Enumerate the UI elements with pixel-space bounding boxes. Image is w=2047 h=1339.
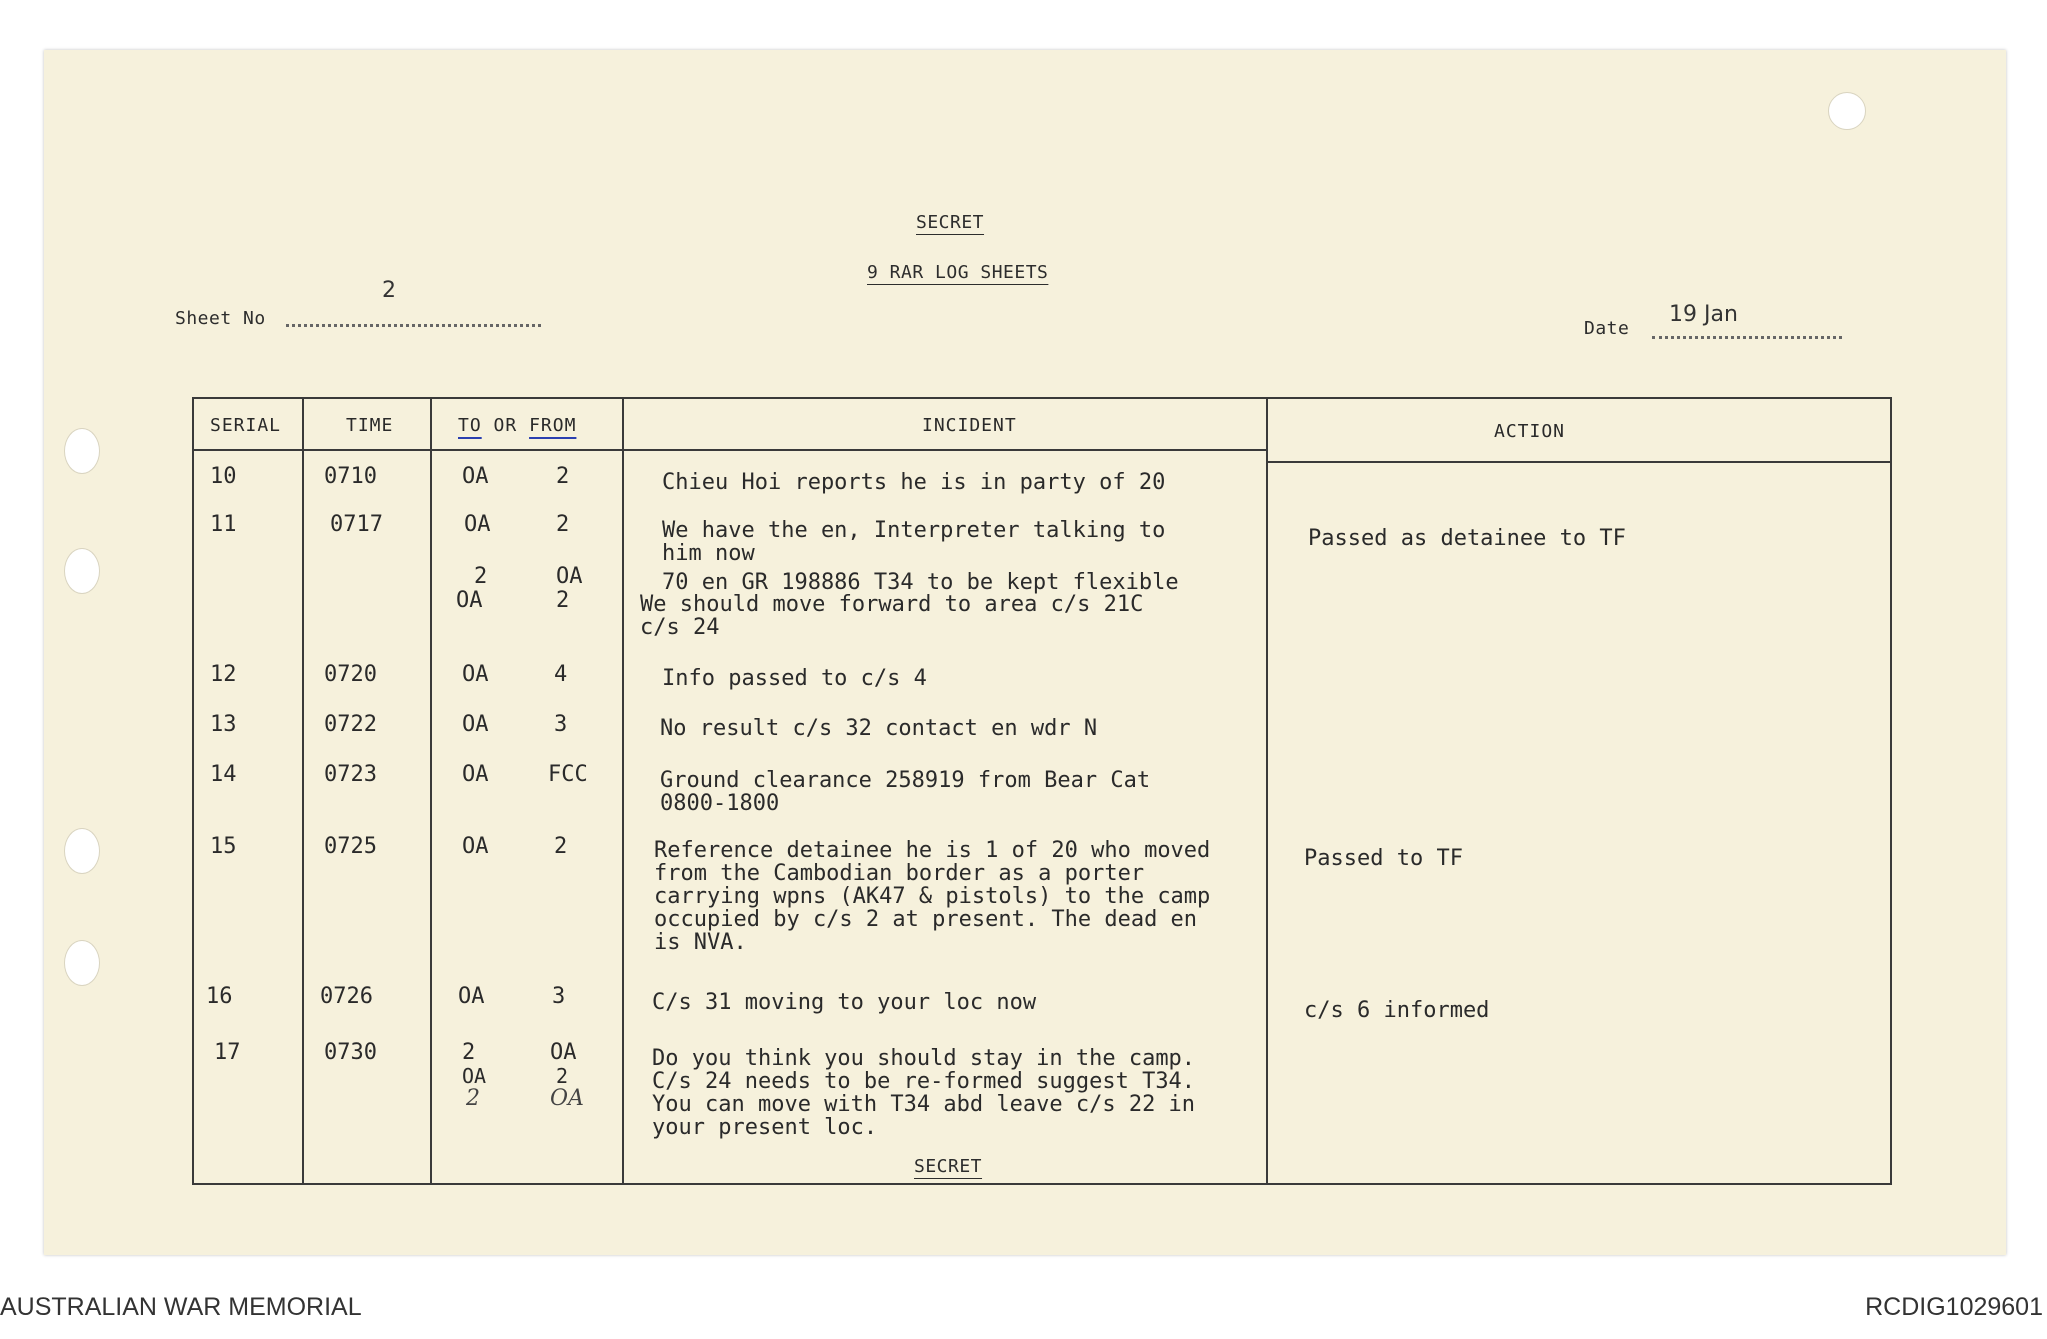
time-cell: 0723 (324, 762, 377, 787)
incident-cell: We have the en, Interpreter talking to him now (662, 518, 1166, 566)
col-or-header: OR (493, 415, 518, 436)
serial-cell: 14 (210, 762, 237, 787)
serial-cell: 13 (210, 712, 237, 737)
serial-cell: 17 (214, 1040, 241, 1065)
time-cell: 0730 (324, 1040, 377, 1065)
serial-cell: 12 (210, 662, 237, 687)
sheet-label: Sheet No (175, 308, 266, 329)
time-cell: 0726 (320, 984, 373, 1009)
from-cell: 2 (554, 834, 568, 859)
to-cell: OA (462, 1064, 487, 1088)
time-cell: 0720 (324, 662, 377, 687)
col-time-header: TIME (346, 415, 394, 436)
from-cell: 4 (554, 662, 568, 687)
time-cell: 0722 (324, 712, 377, 737)
punch-hole (1828, 92, 1866, 130)
to-cell: OA (462, 464, 489, 489)
classification-top: SECRET (916, 212, 985, 233)
to-cell: OA (462, 662, 489, 687)
from-cell: 2 (556, 588, 570, 613)
log-sheet-page (44, 50, 2006, 1255)
to-cell: OA (462, 762, 489, 787)
to-cell: OA (462, 834, 489, 859)
punch-hole (64, 828, 100, 874)
col-from-header: FROM (529, 415, 577, 436)
to-cell: 2 (462, 1040, 476, 1065)
date-label: Date (1584, 318, 1630, 339)
col-to-or-from-header (458, 415, 576, 436)
archive-footer (0, 1281, 2047, 1339)
archive-source: AUSTRALIAN WAR MEMORIAL (0, 1293, 362, 1321)
from-cell: 3 (552, 984, 566, 1009)
action-cell: c/s 6 informed (1304, 998, 1490, 1023)
incident-cell: Ground clearance 258919 from Bear Cat 0800-1800 (660, 768, 1151, 816)
serial-cell: 15 (210, 834, 237, 859)
from-cell: 2 (556, 1064, 569, 1088)
col-serial-header: SERIAL (210, 415, 282, 436)
punch-hole (64, 428, 100, 474)
to-cell: OA (462, 712, 489, 737)
punch-hole (64, 940, 100, 986)
incident-cell: We should move forward to area c/s 21C c/s 24 (640, 592, 1144, 640)
incident-cell: Info passed to c/s 4 (662, 666, 927, 691)
col-action-header: ACTION (1494, 421, 1566, 442)
to-cell: OA (464, 512, 491, 537)
time-cell: 0725 (324, 834, 377, 859)
date-dotted-line (1652, 332, 1842, 339)
action-cell: Passed as detainee to TF (1308, 526, 1626, 551)
from-cell: 2 (556, 512, 570, 537)
sheet-number: 2 (382, 278, 396, 303)
date-value: 19 Jan (1669, 302, 1738, 327)
to-cell: OA (458, 984, 485, 1009)
from-cell: 2 (556, 464, 570, 489)
incident-cell: No result c/s 32 contact en wdr N (660, 716, 1098, 741)
from-cell: FCC (548, 762, 588, 787)
from-cell: OA (556, 564, 583, 589)
to-cell: OA (456, 588, 483, 613)
to-cell: 2 (474, 564, 488, 589)
serial-cell: 10 (210, 464, 237, 489)
archive-reference: RCDIG1029601 (1865, 1293, 2043, 1321)
log-table (192, 397, 1892, 1185)
serial-cell: 16 (206, 984, 233, 1009)
serial-cell: 11 (210, 512, 237, 537)
col-to-header: TO (458, 415, 482, 436)
incident-cell: 70 en GR 198886 T34 to be kept flexible (662, 570, 1179, 595)
incident-cell: Do you think you should stay in the camp. C/s 24 needs to be re-formed suggest T34. You can move with T34 abd leave c/s 22 in your present loc. (652, 1046, 1196, 1140)
from-cell: OA (550, 1040, 577, 1065)
time-cell: 0710 (324, 464, 377, 489)
col-incident-header: INCIDENT (922, 415, 1017, 436)
from-cell: 3 (554, 712, 568, 737)
action-cell: Passed to TF (1304, 846, 1463, 871)
classification-bottom: SECRET (914, 1156, 983, 1177)
incident-cell: Chieu Hoi reports he is in party of 20 (662, 470, 1166, 495)
incident-cell: Reference detainee he is 1 of 20 who moved from the Cambodian border as a porter carrying wpns (AK47 & pistols) to the camp occupied by c/s 2 at present. The dead en is NVA. (654, 838, 1211, 955)
incident-cell: C/s 31 moving to your loc now (652, 990, 1037, 1015)
sheet-number-dotted-line (286, 320, 541, 327)
handwritten-from-cell: OA (550, 1086, 584, 1111)
punch-hole (64, 548, 100, 594)
handwritten-to-cell: 2 (466, 1086, 480, 1111)
document-title: 9 RAR LOG SHEETS (867, 262, 1049, 283)
time-cell: 0717 (330, 512, 383, 537)
